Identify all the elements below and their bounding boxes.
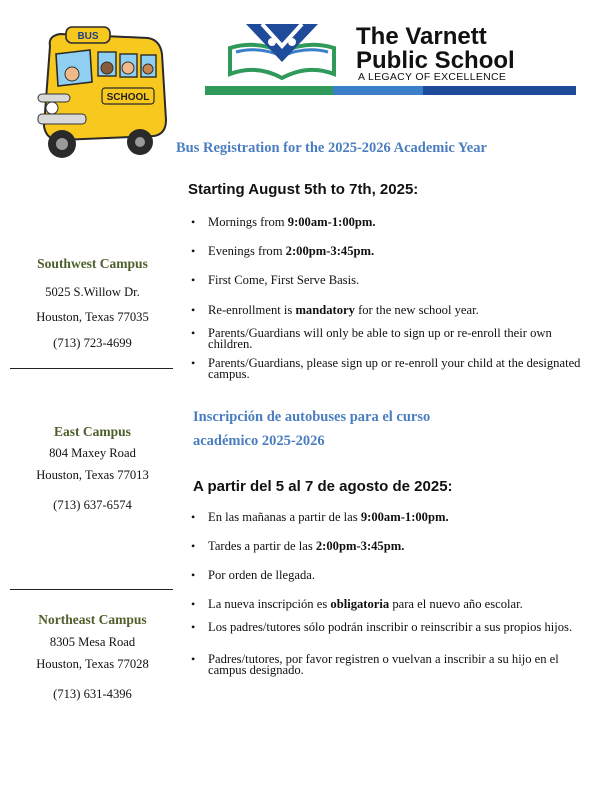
start-dates-spanish: A partir del 5 al 7 de agosto de 2025: <box>193 478 453 495</box>
start-dates-english: Starting August 5th to 7th, 2025: <box>188 181 419 198</box>
campus-divider <box>10 589 173 590</box>
bus-side-sign: SCHOOL <box>106 92 150 103</box>
campus-east <box>10 424 175 524</box>
school-bus-illustration <box>30 24 175 164</box>
campus-address: 8305 Mesa Road <box>49 635 136 649</box>
list-item: • Los padres/tutores sólo podrán inscribir o reinscribir a sus propios hijos. <box>191 620 573 634</box>
campus-phone: (713) 631-4396 <box>53 687 132 701</box>
list-item: • Evenings from 2:00pm-3:45pm. <box>191 244 375 258</box>
registration-title-spanish-line1: Inscripción de autobuses para el curso <box>193 409 431 425</box>
campus-phone: (713) 637-6574 <box>53 498 132 512</box>
list-item: • Re-enrollment is mandatory for the new school year. <box>191 303 479 317</box>
campus-phone: (713) 723-4699 <box>53 336 132 350</box>
campus-northeast <box>10 612 175 712</box>
registration-title-spanish <box>193 405 430 453</box>
campus-address: 5025 S.Willow Dr. <box>45 285 140 299</box>
english-bullet-list <box>189 213 599 383</box>
campus-city: Houston, Texas 77035 <box>36 310 149 324</box>
school-name-line2: Public School <box>356 47 515 74</box>
campus-name: Southwest Campus <box>37 256 148 271</box>
campus-name: Northeast Campus <box>38 612 147 627</box>
campus-name: East Campus <box>54 424 131 439</box>
list-item: • Mornings from 9:00am-1:00pm. <box>191 215 376 229</box>
varnett-logo-icon <box>226 22 338 82</box>
list-item: • First Come, First Serve Basis. <box>191 273 360 287</box>
spanish-bullet-list <box>189 509 604 679</box>
list-item: • Parents/Guardians will only be able to sign up or re-enroll their own children. <box>191 326 552 351</box>
campus-divider <box>10 368 173 369</box>
campus-city: Houston, Texas 77013 <box>36 468 149 482</box>
list-item: • Padres/tutores, por favor registren o vuelvan a inscribir a su hijo en el campus designado. <box>191 652 559 677</box>
school-tagline: A LEGACY OF EXCELLENCE <box>358 71 507 83</box>
school-name-line1: The Varnett <box>356 23 487 50</box>
bus-roof-sign: BUS <box>77 31 99 42</box>
campus-city: Houston, Texas 77028 <box>36 657 149 671</box>
campus-southwest <box>10 256 175 366</box>
list-item: • Por orden de llegada. <box>191 568 316 582</box>
list-item: • La nueva inscripción es obligatoria para el nuevo año escolar. <box>191 597 523 611</box>
registration-title-spanish-line2: académico 2025-2026 <box>193 433 325 449</box>
list-item: • En las mañanas a partir de las 9:00am-1:00pm. <box>191 510 449 524</box>
header-color-bar <box>205 86 576 95</box>
registration-title-english: Bus Registration for the 2025-2026 Academic Year <box>176 140 487 156</box>
campus-address: 804 Maxey Road <box>49 446 136 460</box>
list-item: • Parents/Guardians, please sign up or re-enroll your child at the designated campus. <box>191 356 581 381</box>
list-item: • Tardes a partir de las 2:00pm-3:45pm. <box>191 539 405 553</box>
